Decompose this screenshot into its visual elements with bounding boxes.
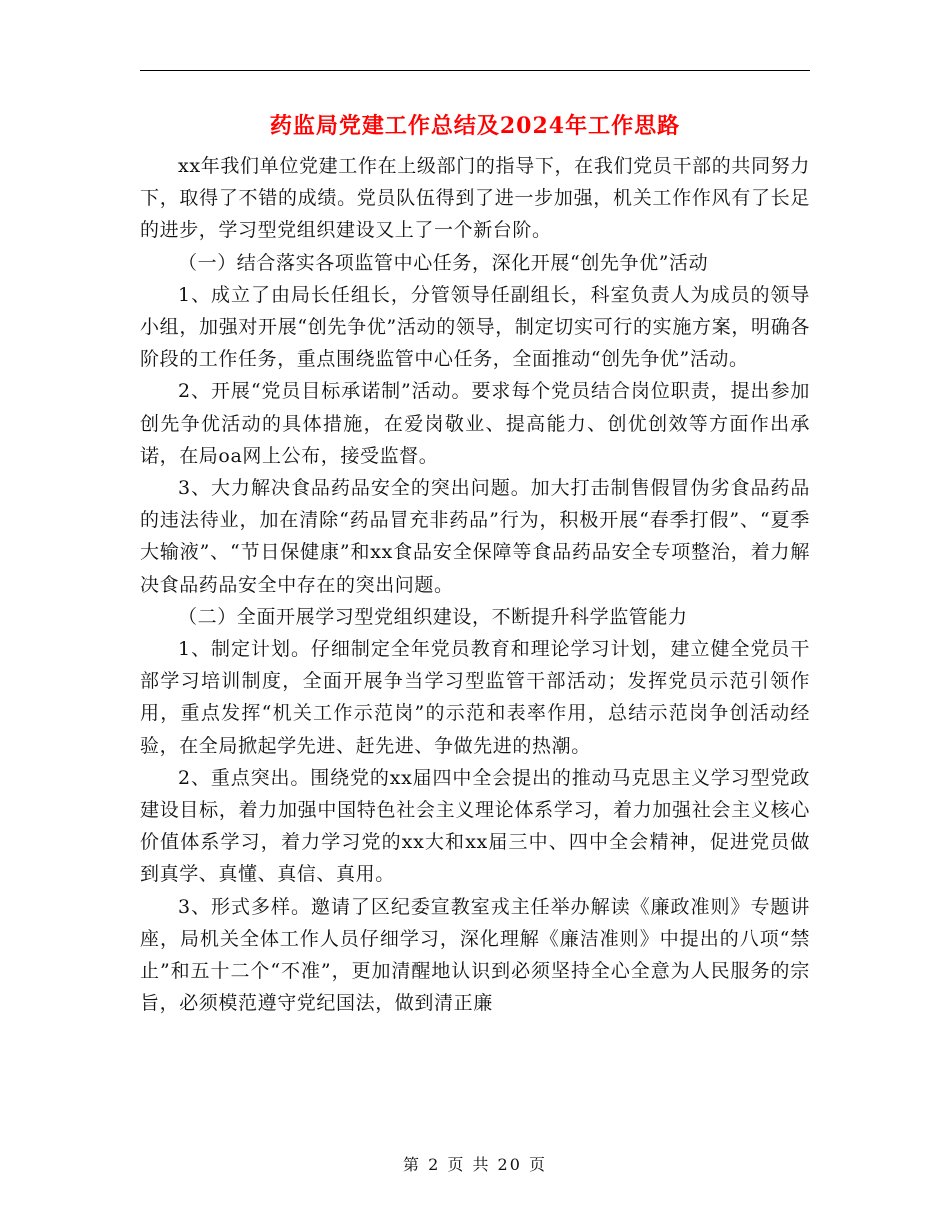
- paragraph-2-1: 1、制定计划。仔细制定全年党员教育和理论学习计划，建立健全党员干部学习培训制度，全面开展争当学习型监管干部活动；发挥党员示范引领作用，重点发挥“机关工作示范岗”的示范和表率作用，总结示范岗争创活动经验，在全局掀起学先进、赶先进、争做先进的热潮。: [140, 638, 810, 757]
- paragraph-2-3: 3、形式多样。邀请了区纪委宣教室戎主任举办解读《廉政准则》专题讲座，局机关全体工作人员仔细学习，深化理解《廉洁准则》中提出的八项“禁止”和五十二个“不准”，更加清醒地认识到必须坚持全心全意为人民服务的宗旨，必须模范遵守党纪国法，做到清正廉: [140, 895, 810, 1015]
- page-number-footer: 第 2 页 共 20 页: [403, 1155, 547, 1174]
- paragraph-1-2: 2、开展“党员目标承诺制”活动。要求每个党员结合岗位职责，提出参加创先争优活动的具体措施，在爱岗敬业、提高能力、创优创效等方面作出承诺，在局oa网上公布，接受监督。: [140, 380, 810, 467]
- paragraph-2-2: 2、重点突出。围绕党的xx届四中全会提出的推动马克思主义学习型党政建设目标，着力加强中国特色社会主义理论体系学习，着力加强社会主义核心价值体系学习，着力学习党的xx大和xx届三中、四中全会精神，促进党员做到真学、真懂、真信、真用。: [140, 766, 810, 886]
- paragraph-1-1: 1、成立了由局长任组长，分管领导任副组长，科室负责人为成员的领导小组，加强对开展“创先争优”活动的领导，制定切实可行的实施方案，明确各阶段的工作任务，重点围绕监管中心任务，全面推动“创先争优”活动。: [140, 283, 810, 371]
- paragraph-intro: xx年我们单位党建工作在上级部门的指导下，在我们党员干部的共同努力下，取得了不错的成绩。党员队伍得到了进一步加强，机关工作作风有了长足的进步，学习型党组织建设又上了一个新台阶。: [140, 155, 810, 242]
- paragraph-1-3: 3、大力解决食品药品安全的突出问题。加大打击制售假冒伪劣食品药品的违法待业，加在清除“药品冒充非药品”行为，积极开展“春季打假”、“夏季大输液”、“节日保健康”和xx食品安全保障等食品药品安全专项整治，着力解决食品药品安全中存在的突出问题。: [140, 477, 810, 596]
- document-title: 药监局党建工作总结及2024年工作思路: [269, 113, 681, 139]
- header-rule: [140, 70, 810, 71]
- section-heading-1: （一）结合落实各项监管中心任务，深化开展“创先争优”活动: [178, 251, 709, 274]
- section-heading-2: （二）全面开展学习型党组织建设，不断提升科学监管能力: [178, 605, 688, 628]
- document-body: [140, 150, 810, 1019]
